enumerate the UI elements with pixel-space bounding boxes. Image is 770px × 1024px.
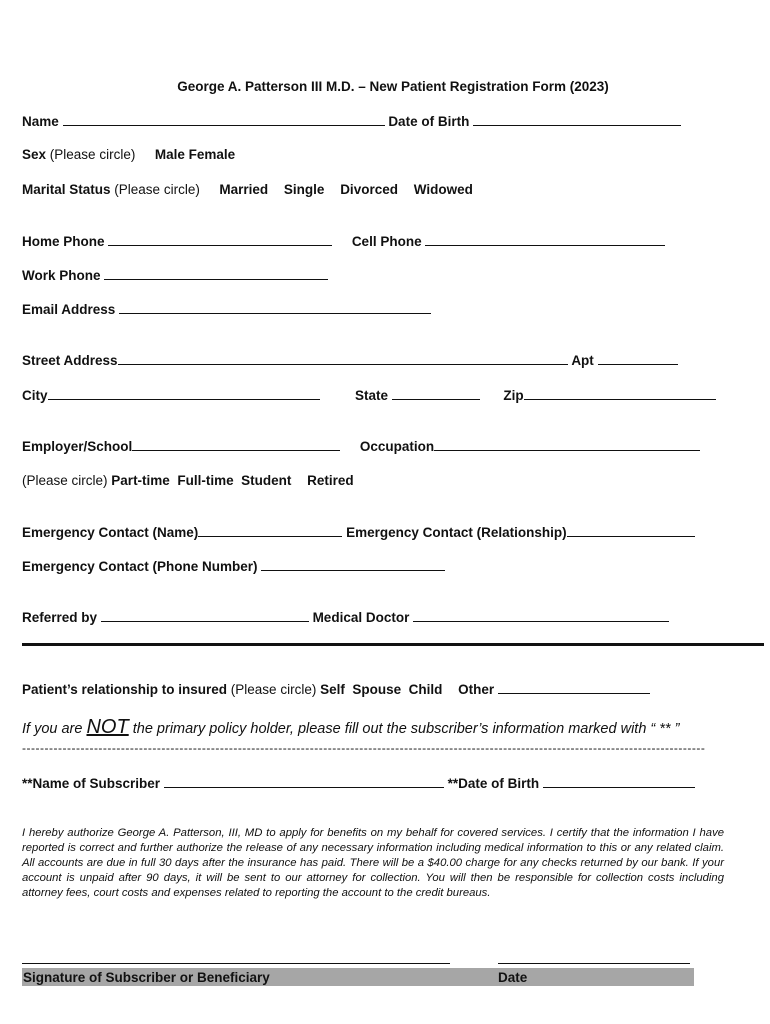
employment-option-part-time[interactable]: Part-time xyxy=(111,473,170,488)
page-title: George A. Patterson III M.D. – New Patient Registration Form (2023) xyxy=(177,79,609,94)
sex-option-female[interactable]: Female xyxy=(188,147,236,162)
state-label: State xyxy=(355,388,389,403)
occupation-label: Occupation xyxy=(359,439,435,454)
please-circle-text: (Please circle) xyxy=(49,147,136,162)
home-phone-field[interactable] xyxy=(108,233,332,246)
marital-option-widowed[interactable]: Widowed xyxy=(413,182,473,197)
phone-row xyxy=(22,233,665,249)
city-field[interactable] xyxy=(48,387,320,400)
cell-phone-field[interactable] xyxy=(425,233,665,246)
relationship-option-spouse[interactable]: Spouse xyxy=(352,682,402,697)
city-label: City xyxy=(22,388,48,403)
signature-line[interactable] xyxy=(22,963,450,964)
referred-row xyxy=(22,609,669,625)
employment-option-full-time[interactable]: Full-time xyxy=(177,473,234,488)
emergency-relationship-field[interactable] xyxy=(567,524,695,537)
relationship-label: Patient’s relationship to insured xyxy=(22,682,228,697)
subscriber-dob-field[interactable] xyxy=(543,775,695,788)
emergency-phone-label: Emergency Contact (Phone Number) xyxy=(22,559,258,574)
street-label: Street Address xyxy=(22,353,118,368)
dashed-separator: -------------------------------------------------------------------------------------------------------------------------------------------------------- xyxy=(22,741,706,755)
employment-option-student[interactable]: Student xyxy=(241,473,292,488)
occupation-field[interactable] xyxy=(434,438,700,451)
emergency-name-field[interactable] xyxy=(198,524,342,537)
cell-phone-label: Cell Phone xyxy=(351,234,422,249)
subscriber-name-field[interactable] xyxy=(164,775,444,788)
marital-option-divorced[interactable]: Divorced xyxy=(340,182,398,197)
street-row xyxy=(22,352,678,368)
employer-row xyxy=(22,438,700,454)
email-field[interactable] xyxy=(119,301,431,314)
employer-field[interactable] xyxy=(132,438,340,451)
emergency-row xyxy=(22,524,695,540)
marital-label: Marital Status xyxy=(22,182,111,197)
subscriber-dob-label: **Date of Birth xyxy=(447,776,540,791)
state-field[interactable] xyxy=(392,387,480,400)
date-line[interactable] xyxy=(498,963,690,964)
please-circle-text: (Please circle) xyxy=(114,182,200,197)
name-field[interactable] xyxy=(63,113,385,126)
city-row xyxy=(22,387,716,403)
name-row xyxy=(22,113,681,129)
employment-option-retired[interactable]: Retired xyxy=(307,473,354,488)
work-phone-field[interactable] xyxy=(104,267,328,280)
note-not: NOT xyxy=(86,716,129,738)
apt-label: Apt xyxy=(571,353,594,368)
work-phone-label: Work Phone xyxy=(22,268,101,283)
please-circle-text: (Please circle) xyxy=(22,473,108,488)
emergency-relationship-label: Emergency Contact (Relationship) xyxy=(346,525,567,540)
name-label: Name xyxy=(22,114,59,129)
sex-label: Sex xyxy=(22,147,47,162)
dob-label: Date of Birth xyxy=(388,114,470,129)
signature-label: Signature of Subscriber or Beneficiary xyxy=(23,970,270,985)
sex-row xyxy=(22,147,235,162)
home-phone-label: Home Phone xyxy=(22,234,105,249)
relationship-option-child[interactable]: Child xyxy=(408,682,443,697)
zip-label: Zip xyxy=(503,388,524,403)
please-circle-text: (Please circle) xyxy=(230,682,317,697)
date-label: Date xyxy=(498,970,528,985)
zip-field[interactable] xyxy=(524,387,716,400)
insured-relationship-row xyxy=(22,681,650,697)
relationship-option-self[interactable]: Self xyxy=(320,682,345,697)
emergency-phone-row xyxy=(22,558,445,574)
medical-doctor-field[interactable] xyxy=(413,609,669,622)
work-phone-row xyxy=(22,267,328,283)
apt-field[interactable] xyxy=(598,352,678,365)
marital-row xyxy=(22,182,473,197)
note-prefix: If you are xyxy=(22,721,83,737)
marital-option-single[interactable]: Single xyxy=(283,182,325,197)
email-label: Email Address xyxy=(22,302,116,317)
section-divider xyxy=(22,643,764,646)
employment-status-row xyxy=(22,473,354,488)
relationship-option-other[interactable]: Other xyxy=(458,682,495,697)
dob-field[interactable] xyxy=(473,113,681,126)
email-row xyxy=(22,301,431,317)
subscriber-row xyxy=(22,775,695,791)
authorization-text: I hereby authorize George A. Patterson, III, MD to apply for benefits on my behalf for covered services. I certify that the information I have reported is correct and further authorize the release of any necessary information including medical information to this or any related claim. All accounts are due in full 30 days after the insurance has paid. There will be a $40.00 charge for any checks returned by our bank. If your account is unpaid after 90 days, it will be sent to our attorney for collection. You will then be responsible for collection costs including attorney fees, court costs and expenses related to reporting the account to the credit bureaus. xyxy=(22,827,724,899)
subscriber-name-label: **Name of Subscriber xyxy=(22,776,161,791)
referred-field[interactable] xyxy=(101,609,309,622)
referred-label: Referred by xyxy=(22,610,98,625)
subscriber-note xyxy=(22,716,679,739)
marital-option-married[interactable]: Married xyxy=(219,182,269,197)
emergency-name-label: Emergency Contact (Name) xyxy=(22,525,199,540)
employer-label: Employer/School xyxy=(22,439,133,454)
emergency-phone-field[interactable] xyxy=(261,558,445,571)
street-field[interactable] xyxy=(118,352,568,365)
medical-doctor-label: Medical Doctor xyxy=(312,610,410,625)
sex-option-male[interactable]: Male xyxy=(154,147,185,162)
other-field[interactable] xyxy=(498,681,650,694)
note-suffix: the primary policy holder, please fill out the subscriber’s information marked with “ ** ” xyxy=(132,721,680,737)
